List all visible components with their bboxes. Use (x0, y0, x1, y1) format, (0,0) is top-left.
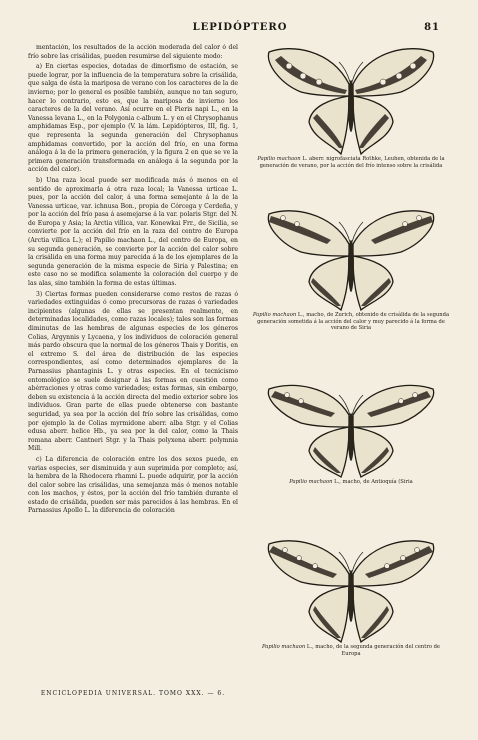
figure-3 (246, 379, 456, 486)
page-header (40, 22, 440, 38)
figure-2 (246, 204, 456, 332)
butterfly-illustration (261, 204, 441, 312)
figure-caption (246, 312, 456, 332)
paragraph: c) La diferencia de coloración entre los dos sexos puede, en varias especies, ser disminuida y aun suprimida por completo; así, la hembra de la Rhodocera rhamni L. puede adquirir, por la acción del calor sobre las crisálidas, una semejanza más ó menos notable con los machos, y éstos, por la acción del frío también durante el estado de crisálida, pueden ser más parecidos á las hembras. En el Parnassius Apollo L. la diferencia de coloración (28, 455, 238, 515)
paragraph: mentación, los resultados de la acción moderada del calor ó del frío sobre las crisálidas, pueden resumirse del siguiente modo: (28, 44, 238, 60)
figure-4 (246, 534, 456, 657)
running-title: LEPIDÓPTERO (192, 22, 288, 33)
species-name: Papilio machaon (289, 479, 333, 485)
caption-text: L., macho, de la segunda generación del centro de Europa (306, 644, 440, 657)
caption-text: L., macho, de Antioquía (Siria (334, 479, 413, 485)
butterfly-4 (268, 541, 433, 642)
butterfly-illustration (261, 379, 441, 479)
caption-text: L., macho, de Zurich, obtenido de crisálida de la segunda generación sometida á la acción del calor y muy parecido á la forma de verano de Siria (257, 312, 450, 332)
figure-caption (246, 156, 456, 169)
figure-column (246, 44, 456, 684)
species-name: Papilio machaon (261, 644, 306, 650)
paragraph: 3) Ciertas formas pueden considerarse como restos de razas ó variedades extinguidas ó como precursoras de razas ó variedades incipientes (algunas de ellas se presentan realmente, en determinadas localidades, como razas locales); tales son las formas diminutas de las hembras de algunas especies de los géneros Colias, Argynnis y Lycaena, y los individuos de coloración general más pardo obscura que la normal de los géneros Thais y Doritis, en el extremo S. del área de distribución de las especies correspondientes, así como determinados ejemplares de la Parnassius phantaginis L. y otras especies. En el tecnicismo entomológico se suele designar á las formas en cuestión como abérraciones y otras como variedades; estas formas, sin embargo, deben su existencia á la acción directa del medio exterior sobre los individuos. Gran parte de ellas puede obtenerse con bastante seguridad, ya sea por la acción del frío sobre las crisálidas, como por ejemplo la de Colias myrmidone aberr. alba Stgr. y el Colias edusa aberr. helice Hb., ya sea por la del calor, como la Thais romana aberr. Cantneri Stgr. y la Thais polyxena aberr. polymnia Mill. (28, 290, 238, 453)
paragraph: a) En ciertas especies, dotadas de dimorfismo de estación, se puede lograr, por la influencia de la temperatura sobre la crisálida, que salga de ésta la mariposa de verano con los caracteres de la de invierno; por lo general es posible también, aunque no tan seguro, hacer lo contrario, esto es, que la mariposa de invierno los caracteres de la del verano. Así ocurre en el Pieris napi L., en la Vanessa levana L., en la Polygonia c-album L. y en el Chrysophanus amphidamas Esp., por ejemplo (V. la lám. Lepidópteros, III, fig. 1, que representa la segunda generación del Chrysophanus amphidamas convertido, por la acción del frío, en una forma análoga á la de la primera generación, y la figura 2 en que se ve la primera generación transformada en análoga á la segunda por la acción del calor). (28, 63, 238, 174)
butterfly-2 (268, 211, 433, 310)
figure-caption (246, 479, 456, 486)
butterfly-illustration (261, 44, 441, 156)
page-footer: ENCICLOPEDIA UNIVERSAL. TOMO XXX. — 6. (40, 690, 226, 697)
page-number: 81 (424, 22, 440, 33)
text-column (28, 44, 238, 684)
caption-text: L. aberr. nigrofasciata Rothke, Leuhen, obtenida de la generación de verano, por la acción del frío intenso sobre la crisálida (259, 156, 445, 169)
species-name: Papilio machaon (257, 156, 301, 162)
butterfly-1 (268, 49, 433, 154)
figure-caption (246, 644, 456, 657)
species-name: Papilio machaon (252, 312, 297, 318)
butterfly-illustration (261, 534, 441, 644)
paragraph: b) Una raza local puede ser modificada más ó menos en el sentido de aproximarla á otra raza local; la Vanessa urticae L. pues, por la acción del calor, á una forma semejante á la de la Vanessa urticae, var. ichnusa Bon., propia de Córcega y Cerdeña, y por la acción del frío pasa á asemejarse á la var. polaris Stgr. del N. de Europa y Asia; la Arctia villica, var. Konewkai Frr., de Sicilia, se convierte por la acción del frío en la raza del centro de Europa (Arctia villica L.); el Papilio machaon L., del centro de Europa, en su segunda generación, se convierte por la acción del calor sobre la crisálida en una forma muy parecida á la de los ejemplares de la segunda generación de la misma especie de Siria y Palestina; en este caso no se modifica solamente la coloración del cuerpo y de las alas, sino también la forma de estas últimas. (28, 176, 238, 288)
figure-1 (246, 44, 456, 169)
butterfly-3 (268, 385, 433, 477)
